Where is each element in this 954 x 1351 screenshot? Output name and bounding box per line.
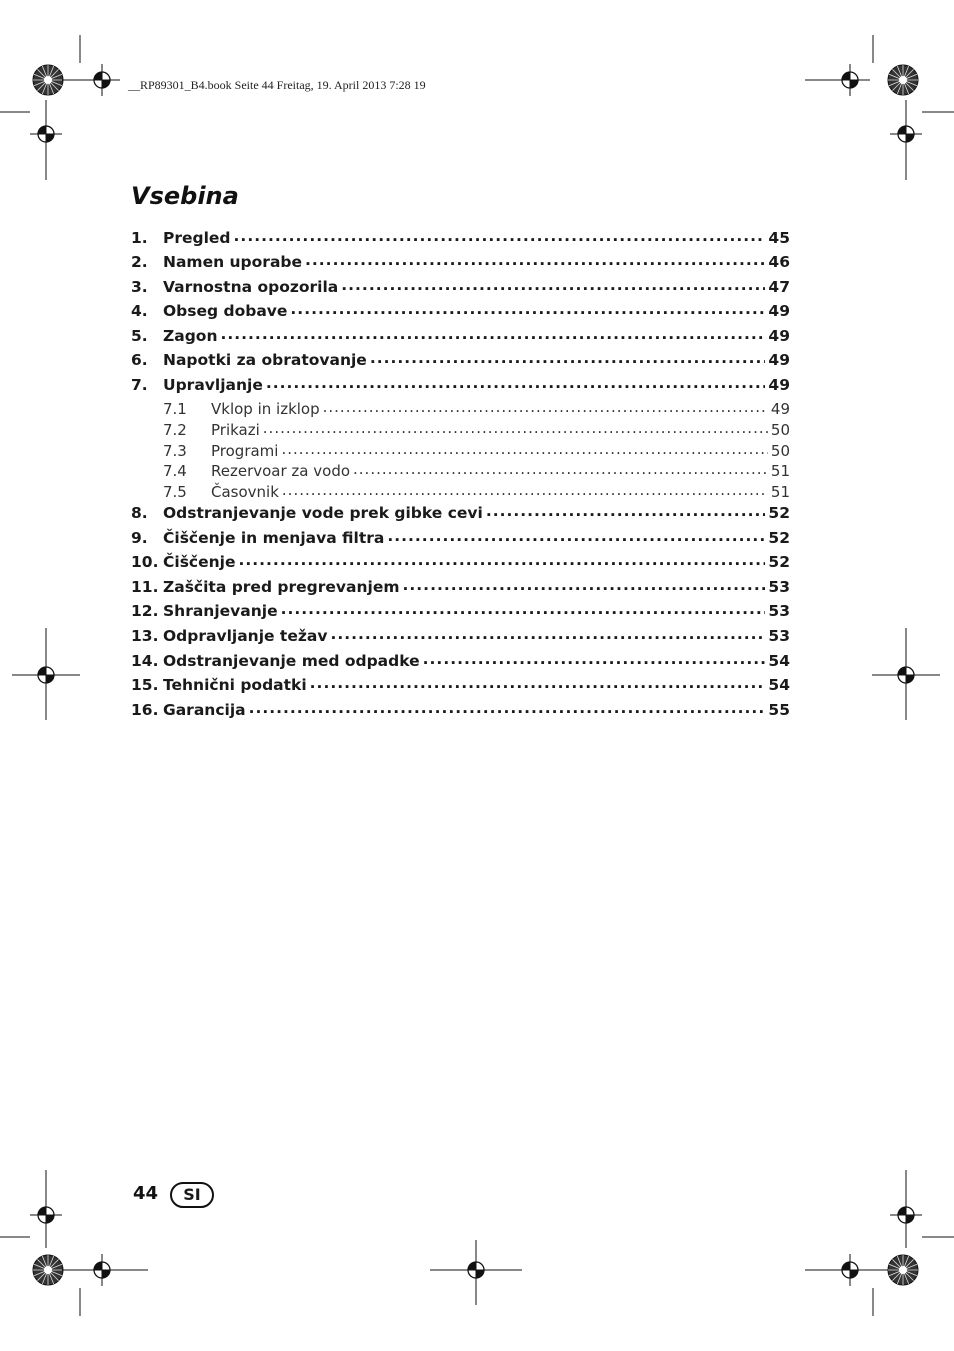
toc-entry-page: 55 <box>768 700 790 719</box>
toc-subentry[interactable] <box>131 420 790 441</box>
toc-subentry[interactable] <box>131 441 790 462</box>
toc-entry-label: Napotki za obratovanje <box>163 351 367 370</box>
toc-entry[interactable] <box>131 227 790 252</box>
toc-entry-label: Zagon <box>163 326 218 345</box>
toc-entry-number: 3. <box>131 277 148 296</box>
toc-entry-number: 15. <box>131 676 159 695</box>
toc-entry-number: 13. <box>131 627 159 646</box>
toc-entry-page: 54 <box>768 676 790 695</box>
toc-subentry-label: Prikazi <box>211 420 260 439</box>
dot-leader <box>387 527 765 543</box>
dot-leader <box>323 399 768 414</box>
toc-entry-label: Odpravljanje težav <box>163 627 328 646</box>
toc-entry[interactable] <box>131 675 790 700</box>
toc-entry-label: Odstranjevanje med odpadke <box>163 651 420 670</box>
dot-leader <box>486 503 766 519</box>
toc-subentry-label: Rezervoar za vodo <box>211 462 351 481</box>
toc-entry[interactable] <box>131 576 790 601</box>
toc-entry-page: 52 <box>768 553 790 572</box>
dot-leader <box>305 252 765 268</box>
language-badge: SI <box>170 1182 214 1208</box>
dot-leader <box>220 325 765 341</box>
toc-subentry-number: 7.2 <box>163 420 187 439</box>
dot-leader <box>234 227 766 243</box>
toc-entry-page: 46 <box>768 253 790 272</box>
toc-entry-number: 4. <box>131 302 148 321</box>
toc-entry[interactable] <box>131 325 790 350</box>
toc-entry-page: 54 <box>768 651 790 670</box>
toc-entry-label: Tehnični podatki <box>163 676 307 695</box>
toc-entry-label: Shranjevanje <box>163 602 278 621</box>
toc-subentry-page: 50 <box>770 420 790 439</box>
toc-entry-number: 1. <box>131 228 148 247</box>
toc-entry-page: 52 <box>768 528 790 547</box>
dot-leader <box>281 601 766 617</box>
toc-entry-page: 52 <box>768 504 790 523</box>
toc-subentry-page: 51 <box>770 462 790 481</box>
toc-subentry-label: Vklop in izklop <box>211 400 320 419</box>
toc-entry-number: 9. <box>131 528 148 547</box>
page-number: 44 <box>133 1183 159 1204</box>
toc-subentry[interactable] <box>131 461 790 482</box>
toc-entry-page: 45 <box>768 228 790 247</box>
dot-leader <box>238 552 765 568</box>
toc-subentry-number: 7.4 <box>163 462 187 481</box>
toc-entry-number: 8. <box>131 504 148 523</box>
toc-entry-label: Čiščenje in menjava filtra <box>163 528 385 547</box>
toc-entry-page: 53 <box>768 627 790 646</box>
dot-leader <box>249 699 766 715</box>
toc-subentry-number: 7.1 <box>163 400 187 419</box>
toc-entry-label: Odstranjevanje vode prek gibke cevi <box>163 504 483 523</box>
toc-entry[interactable] <box>131 350 790 375</box>
dot-leader <box>423 650 766 666</box>
toc-entry-number: 10. <box>131 553 159 572</box>
toc-entry[interactable] <box>131 527 790 552</box>
toc-entry-page: 49 <box>768 302 790 321</box>
dot-leader <box>370 350 766 366</box>
toc-entry-number: 5. <box>131 326 148 345</box>
toc-entry[interactable] <box>131 503 790 528</box>
dot-leader <box>263 420 768 435</box>
toc-entry[interactable] <box>131 276 790 301</box>
table-of-contents <box>131 227 790 724</box>
toc-entry-label: Čiščenje <box>163 553 236 572</box>
dot-leader <box>330 626 765 642</box>
toc-entry[interactable] <box>131 650 790 675</box>
toc-entry[interactable] <box>131 601 790 626</box>
toc-entry-page: 49 <box>768 326 790 345</box>
toc-subentry-label: Časovnik <box>211 482 279 501</box>
toc-entry-label: Varnostna opozorila <box>163 277 339 296</box>
toc-entry[interactable] <box>131 375 790 400</box>
toc-subentry-number: 7.5 <box>163 482 187 501</box>
toc-entry-page: 53 <box>768 602 790 621</box>
toc-entry-label: Obseg dobave <box>163 302 288 321</box>
toc-subentry-number: 7.3 <box>163 441 187 460</box>
toc-entry-number: 14. <box>131 651 159 670</box>
page-title: Vsebina <box>131 182 239 210</box>
print-file-info: __RP89301_B4.book Seite 44 Freitag, 19. April 2013 7:28 19 <box>128 78 426 92</box>
toc-subentry[interactable] <box>131 482 790 503</box>
toc-entry-page: 49 <box>768 351 790 370</box>
toc-entry-number: 16. <box>131 700 159 719</box>
dot-leader <box>403 576 766 592</box>
toc-subentry-page: 49 <box>770 400 790 419</box>
toc-subentry-page: 50 <box>770 441 790 460</box>
toc-entry-label: Zaščita pred pregrevanjem <box>163 577 400 596</box>
dot-leader <box>281 441 767 456</box>
toc-entry-number: 2. <box>131 253 148 272</box>
dot-leader <box>282 482 768 497</box>
dot-leader <box>290 301 765 317</box>
dot-leader <box>353 461 768 476</box>
toc-entry-page: 53 <box>768 577 790 596</box>
toc-entry-page: 47 <box>768 277 790 296</box>
dot-leader <box>341 276 765 292</box>
toc-entry[interactable] <box>131 699 790 724</box>
toc-entry[interactable] <box>131 301 790 326</box>
toc-entry-label: Upravljanje <box>163 376 263 395</box>
toc-entry-number: 6. <box>131 351 148 370</box>
toc-subentry[interactable] <box>131 399 790 420</box>
toc-subentry-label: Programi <box>211 441 279 460</box>
dot-leader <box>310 675 766 691</box>
toc-entry-number: 11. <box>131 577 159 596</box>
toc-entry-label: Pregled <box>163 228 231 247</box>
dot-leader <box>266 375 766 391</box>
toc-entry-label: Garancija <box>163 700 246 719</box>
toc-entry-number: 7. <box>131 376 148 395</box>
toc-entry[interactable] <box>131 552 790 577</box>
toc-entry[interactable] <box>131 252 790 277</box>
toc-entry[interactable] <box>131 626 790 651</box>
toc-subentry-page: 51 <box>770 482 790 501</box>
toc-entry-number: 12. <box>131 602 159 621</box>
toc-entry-label: Namen uporabe <box>163 253 303 272</box>
toc-entry-page: 49 <box>768 376 790 395</box>
